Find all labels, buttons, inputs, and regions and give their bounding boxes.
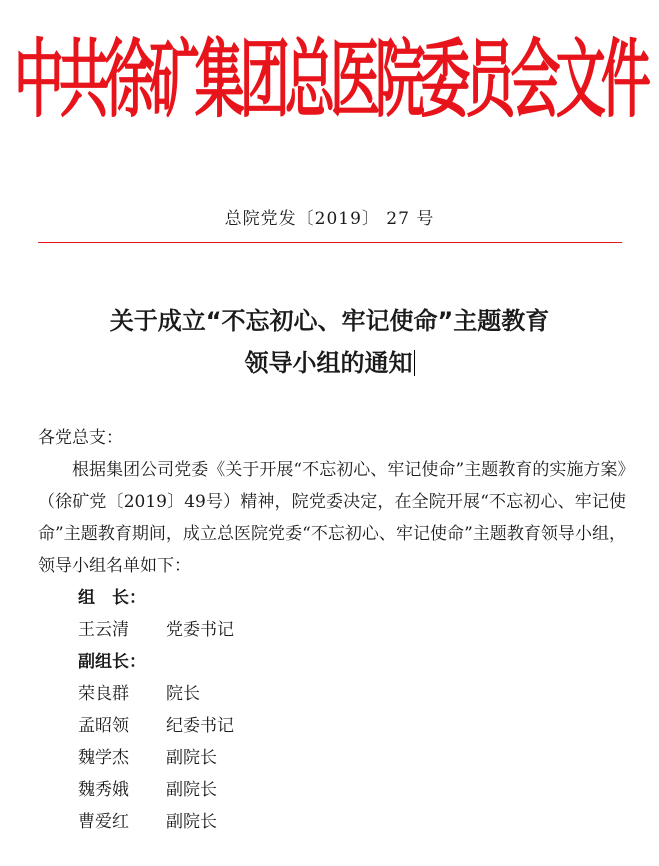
deputy-heading: 副组长： — [78, 652, 146, 672]
title-line-2-text: 领导小组的通知 — [244, 349, 413, 377]
salutation: 各党总支： — [38, 428, 123, 448]
masthead-char: 总 — [284, 30, 335, 130]
title-line-2 — [0, 342, 659, 384]
document-body[interactable] — [38, 422, 626, 838]
masthead-char: 团 — [239, 30, 290, 130]
member-name: 荣良群 — [78, 684, 129, 704]
masthead-char: 员 — [465, 30, 516, 130]
member-title: 党委书记 — [166, 620, 234, 640]
member-name: 孟昭领 — [78, 716, 129, 736]
masthead-char: 委 — [420, 30, 471, 130]
masthead-char: 件 — [600, 30, 651, 130]
member-title: 副院长 — [166, 780, 217, 800]
masthead-char: 集 — [194, 30, 245, 130]
title-line-1: 关于成立“不忘初心、牢记使命”主题教育 — [109, 307, 550, 335]
member-name: 王云清 — [78, 620, 129, 640]
member-title: 纪委书记 — [166, 716, 234, 736]
text-cursor — [414, 350, 415, 376]
masthead-char: 文 — [555, 30, 606, 130]
red-masthead — [14, 30, 651, 130]
red-divider — [38, 242, 622, 243]
leadership-roster — [38, 582, 626, 838]
document-title[interactable] — [0, 300, 659, 384]
masthead-char: 会 — [510, 30, 561, 130]
member-title: 副院长 — [166, 812, 217, 832]
body-paragraph: 根据集团公司党委《关于开展“不忘初心、牢记使命”主题教育的实施方案》（徐矿党〔2019〕49号）精神，院党委决定，在全院开展“不忘初心、牢记使命”主题教育期间，成立总医院党委“不忘初心、牢记使命”主题教育领导小组，领导小组名单如下： — [38, 460, 626, 576]
masthead-char: 徐 — [104, 30, 155, 130]
member-title: 副院长 — [166, 748, 217, 768]
member-name: 魏学杰 — [78, 748, 129, 768]
list-item — [38, 678, 626, 710]
masthead-char: 院 — [375, 30, 426, 130]
list-item — [38, 710, 626, 742]
list-item — [38, 614, 626, 646]
masthead-char: 矿 — [149, 30, 200, 130]
masthead-char: 共 — [59, 30, 110, 130]
masthead-char: 中 — [14, 30, 64, 130]
list-item — [38, 774, 626, 806]
member-name: 魏秀娥 — [78, 780, 129, 800]
document-number: 总院党发〔2019〕 27 号 — [224, 209, 435, 229]
member-name: 曹爱红 — [78, 812, 129, 832]
leader-heading: 组 长： — [78, 588, 146, 608]
masthead-char: 医 — [329, 30, 380, 130]
member-title: 院长 — [166, 684, 200, 704]
list-item — [38, 806, 626, 838]
list-item — [38, 742, 626, 774]
